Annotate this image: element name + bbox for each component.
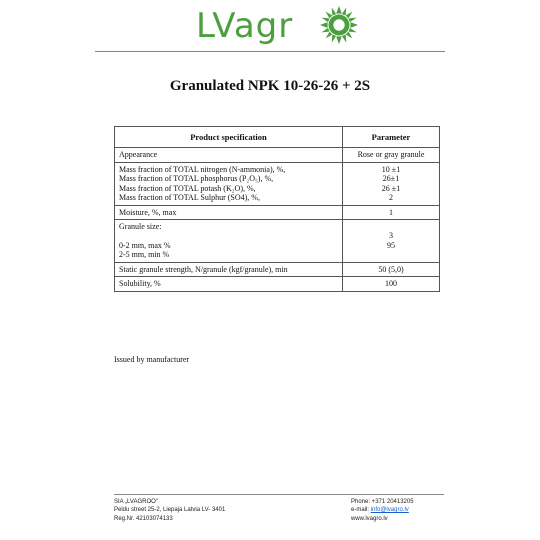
spec-line: Mass fraction of TOTAL Sulphur (SO4), %, — [119, 193, 260, 202]
spec-line: Moisture, %, max — [119, 207, 177, 217]
table-row — [115, 148, 440, 163]
param-cell — [343, 262, 440, 277]
header-product-specification: Product specification — [115, 127, 343, 148]
spec-line: 0-2 mm, max % — [119, 240, 171, 250]
param-line: 2 — [389, 193, 393, 202]
param-line: 10 ±1 — [381, 164, 401, 174]
footer-company-info — [114, 498, 225, 523]
footer-web-row — [351, 515, 414, 523]
param-line: 50 (5,0) — [378, 264, 404, 274]
issued-by-text: Issued by manufacturer — [114, 355, 190, 364]
sun-icon — [320, 6, 358, 44]
logo-wordmark: LVagr — [196, 6, 294, 46]
spec-line: Granule size: — [119, 222, 162, 231]
table-row — [115, 220, 440, 263]
param-line: Rose or gray granule — [357, 150, 425, 159]
document-title: Granulated NPK 10-26-26 + 2S — [169, 78, 371, 94]
spec-cell — [115, 162, 343, 205]
param-line: 100 — [385, 279, 397, 288]
spec-cell — [115, 148, 343, 163]
param-cell — [343, 277, 440, 292]
footer-registration: Reg.Nr. 42103074133 — [114, 515, 173, 522]
spec-cell — [115, 220, 343, 263]
table-row — [115, 162, 440, 205]
param-line — [347, 222, 435, 231]
spec-cell — [115, 277, 343, 292]
footer-divider — [114, 494, 444, 495]
footer-company-name: SIA „LVAGROO" — [114, 499, 158, 505]
header-parameter: Parameter — [343, 127, 440, 148]
spec-line: Static granule strength, N/granule (kgf/granule), min — [119, 264, 288, 274]
spec-cell — [115, 262, 343, 277]
param-line: 95 — [387, 240, 395, 250]
param-cell — [343, 220, 440, 263]
table-row — [115, 262, 440, 277]
footer-email-label: e-mail: — [351, 507, 371, 514]
param-line: 1 — [389, 207, 393, 217]
spec-line: Solubility, % — [119, 279, 161, 288]
table-header-row — [115, 127, 440, 148]
param-cell — [343, 162, 440, 205]
footer-phone: Phone: +371 20413205 — [351, 499, 414, 505]
footer-web-link[interactable]: www.lvagro.lv — [351, 515, 388, 522]
specification-table — [114, 126, 440, 292]
spec-line: Appearance — [119, 150, 158, 159]
param-cell — [343, 148, 440, 163]
table-row — [115, 277, 440, 292]
spec-cell — [115, 205, 343, 220]
header-divider — [95, 51, 445, 52]
footer-email-row — [351, 506, 414, 514]
footer-address: Peldu street 25-2, Liepaja Latvia LV- 3401 — [114, 507, 226, 514]
footer-email-link[interactable]: info@lvagro.lv — [370, 507, 409, 514]
spec-line: Mass fraction of TOTAL nitrogen (N-ammonia), %, — [119, 164, 286, 174]
param-line: 3 — [389, 231, 393, 240]
table-row — [115, 205, 440, 220]
spec-line: Mass fraction of TOTAL potash (K₂O), %, — [119, 183, 256, 193]
spec-line — [119, 232, 338, 241]
param-line: 26 ±1 — [381, 183, 401, 193]
param-line: 26±1 — [382, 174, 400, 183]
lvagro-logo — [196, 4, 366, 48]
param-cell — [343, 205, 440, 220]
footer-contact-info — [351, 498, 414, 523]
spec-line: Mass fraction of TOTAL phosphorus (P₂O₅), %, — [119, 174, 274, 183]
spec-line: 2-5 mm, min % — [119, 250, 170, 259]
